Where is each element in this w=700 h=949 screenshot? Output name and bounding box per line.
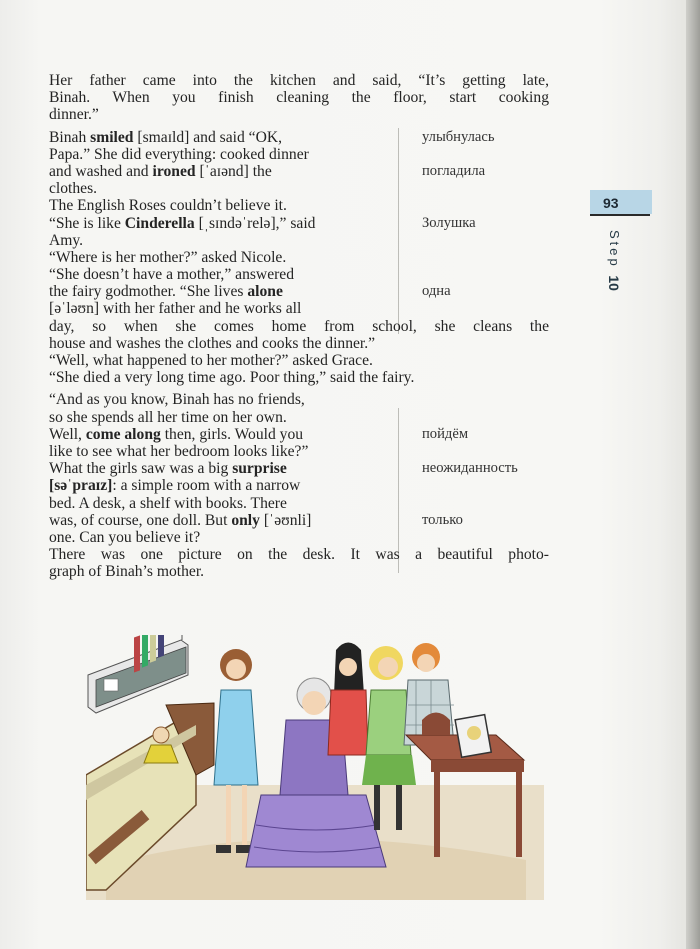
text-line: “And as you know, Binah has no friends, xyxy=(49,391,305,409)
text-line: graph of Binah’s mother. xyxy=(49,563,205,581)
vocab-transcription: [səˈpraɪz] xyxy=(49,477,113,495)
gloss-alone: одна xyxy=(422,283,451,300)
text-line: like to see what her bedroom looks like?” xyxy=(49,442,309,460)
vocab-word: come along xyxy=(85,425,161,443)
text-line: Papa.” She did everything: cooked dinner xyxy=(49,145,309,163)
step-word: Step xyxy=(607,230,622,269)
gloss-surprise: неожиданность xyxy=(422,460,518,477)
text-line: clothes. xyxy=(49,180,98,198)
page-tab-rule xyxy=(590,214,650,216)
book-spine xyxy=(686,0,700,949)
text-line: Binah. When you finish cleaning the floor, start cooking xyxy=(49,89,549,107)
text-line: The English Roses couldn’t believe it. xyxy=(49,197,287,215)
vocab-word: alone xyxy=(247,283,283,301)
text-line: There was one picture on the desk. It was a beautiful photo- xyxy=(49,546,549,564)
page-tab xyxy=(590,190,656,315)
bedroom-illustration xyxy=(86,635,544,900)
text-line: “Where is her mother?” asked Nicole. xyxy=(49,248,287,266)
text-line: “She died a very long time ago. Poor thing,” said the fairy. xyxy=(49,369,415,387)
photo-frame xyxy=(455,715,491,758)
text-line: [səˈpraɪz]: a simple room with a narrow xyxy=(49,477,301,495)
vocab-word: Cinderella xyxy=(124,214,195,232)
gloss-cinderella: Золушка xyxy=(422,214,476,231)
text-line: What the girls saw was a big surprise неожиданность xyxy=(49,460,518,478)
text-line: Amy. xyxy=(49,231,84,249)
text-line: “She doesn’t have a mother,” answered xyxy=(49,266,295,284)
story-text xyxy=(49,72,549,580)
bookshelf xyxy=(88,635,188,713)
page-number: 93 xyxy=(590,190,652,214)
gloss-only: только xyxy=(422,511,463,528)
text-line: Her father came into the kitchen and said, “It’s getting late, xyxy=(49,72,549,89)
vocab-word: ironed xyxy=(152,162,196,180)
text-line: “She is like Cinderella [ˌsɪndəˈrelə],” said Золушка xyxy=(49,214,476,232)
step-label xyxy=(602,230,622,310)
vocab-word: only xyxy=(231,511,260,529)
text-line: day, so when she comes home from school, she cleans the xyxy=(49,317,549,335)
step-number: 10 xyxy=(606,275,622,291)
text-line: was, of course, one doll. But only [ˈəʊnli] только xyxy=(49,511,463,529)
text-line: “Well, what happened to her mother?” asked Grace. xyxy=(49,352,373,369)
gloss-ironed: погладила xyxy=(422,162,486,179)
gloss-come-along: пойдём xyxy=(422,425,469,442)
text-line: so she spends all her time on her own. xyxy=(49,408,287,426)
text-line: dinner.” xyxy=(49,106,99,124)
gloss-smiled: улыбнулась xyxy=(422,128,495,145)
girl-in-red xyxy=(328,643,368,756)
text-line: and washed and ironed [ˈaɪənd] the погладила xyxy=(49,162,486,180)
vocab-word: smiled xyxy=(90,128,134,146)
text-line: [əˈləʊn] with her father and he works all xyxy=(49,300,302,318)
text-line: Well, come along then, girls. Would you пойдём xyxy=(49,425,469,443)
text-line: one. Can you believe it? xyxy=(49,528,201,546)
text-line: bed. A desk, a shelf with books. There xyxy=(49,494,287,512)
text-line: Binah smiled [smaɪld] and said “OK, улыбнулась xyxy=(49,128,495,146)
vocab-word: surprise xyxy=(232,460,287,478)
text-line: house and washes the clothes and cooks the dinner.” xyxy=(49,334,376,352)
text-line: the fairy godmother. “She lives alone одна xyxy=(49,283,451,301)
